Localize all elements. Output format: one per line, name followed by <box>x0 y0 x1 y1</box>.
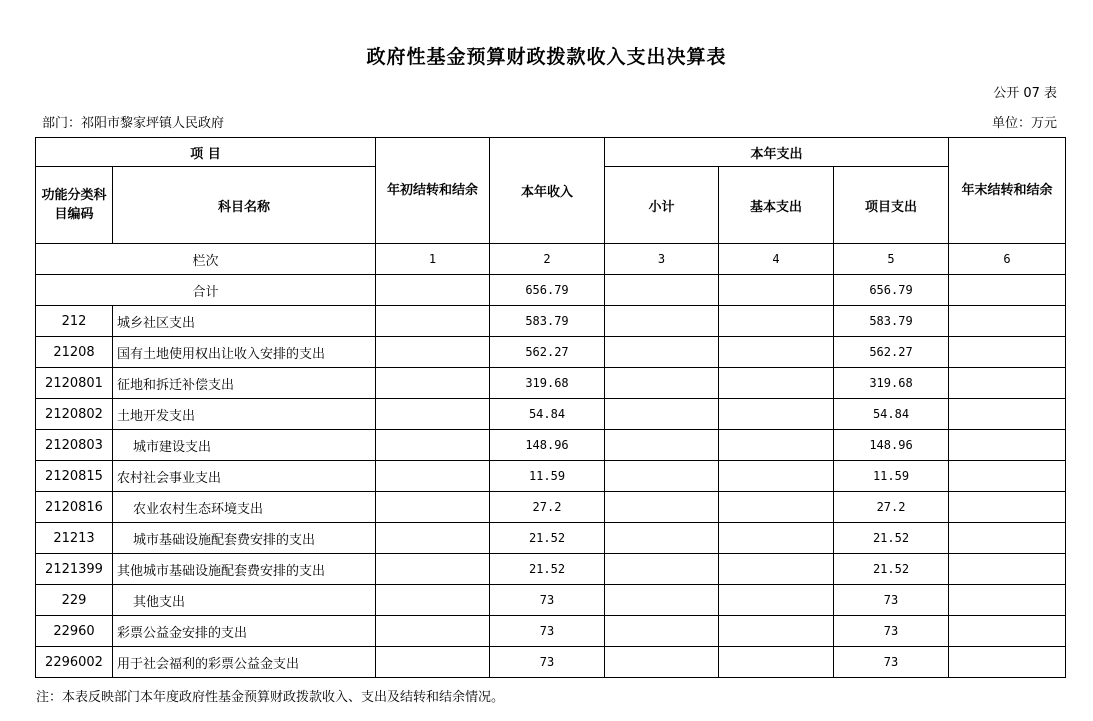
header-opening-balance: 年初结转和结余 <box>376 138 490 244</box>
row-closing <box>949 647 1066 678</box>
row-name: 农业农村生态环境支出 <box>113 492 376 523</box>
header-closing-balance: 年末结转和结余 <box>949 138 1066 244</box>
row-opening <box>376 492 490 523</box>
row-name: 征地和拆迁补偿支出 <box>113 368 376 399</box>
row-income: 319.68 <box>490 368 605 399</box>
table-row <box>36 430 1066 461</box>
table-row <box>36 523 1066 554</box>
table-row <box>36 306 1066 337</box>
row-closing <box>949 554 1066 585</box>
row-opening <box>376 368 490 399</box>
table-row <box>36 399 1066 430</box>
row-basic <box>719 399 834 430</box>
row-name: 城市基础设施配套费安排的支出 <box>113 523 376 554</box>
unit-label: 单位：万元 <box>991 116 1057 131</box>
row-code: 229 <box>36 585 113 616</box>
row-income: 11.59 <box>490 461 605 492</box>
row-name: 其他支出 <box>113 585 376 616</box>
total-opening <box>376 275 490 306</box>
row-code: 22960 <box>36 616 113 647</box>
table-row <box>36 647 1066 678</box>
row-opening <box>376 399 490 430</box>
row-name: 农村社会事业支出 <box>113 461 376 492</box>
page-title: 政府性基金预算财政拨款收入支出决算表 <box>366 46 727 68</box>
row-subtotal <box>605 430 719 461</box>
row-opening <box>376 461 490 492</box>
row-basic <box>719 430 834 461</box>
row-project: 73 <box>834 585 949 616</box>
row-code: 2120803 <box>36 430 113 461</box>
row-opening <box>376 616 490 647</box>
row-closing <box>949 461 1066 492</box>
row-name: 彩票公益金安排的支出 <box>113 616 376 647</box>
table-row <box>36 616 1066 647</box>
row-income: 21.52 <box>490 523 605 554</box>
row-project: 27.2 <box>834 492 949 523</box>
row-name: 城乡社区支出 <box>113 306 376 337</box>
row-subtotal <box>605 399 719 430</box>
total-basic <box>719 275 834 306</box>
row-code: 2120816 <box>36 492 113 523</box>
header-func-code: 功能分类科目编码 <box>36 167 113 244</box>
row-closing <box>949 368 1066 399</box>
row-name: 其他城市基础设施配套费安排的支出 <box>113 554 376 585</box>
row-basic <box>719 492 834 523</box>
row-subtotal <box>605 461 719 492</box>
row-basic <box>719 523 834 554</box>
row-name: 土地开发支出 <box>113 399 376 430</box>
total-closing <box>949 275 1066 306</box>
header-expenditure: 本年支出 <box>605 138 949 167</box>
row-subtotal <box>605 306 719 337</box>
row-basic <box>719 554 834 585</box>
table-row <box>36 461 1066 492</box>
row-code: 2296002 <box>36 647 113 678</box>
row-closing <box>949 337 1066 368</box>
row-basic <box>719 306 834 337</box>
row-closing <box>949 492 1066 523</box>
header-project-exp: 项目支出 <box>834 167 949 244</box>
department-label: 部门：祁阳市黎家坪镇人民政府 <box>42 116 225 131</box>
table-row <box>36 585 1066 616</box>
column-number-label: 栏次 <box>36 244 376 275</box>
row-income: 73 <box>490 585 605 616</box>
row-opening <box>376 585 490 616</box>
total-subtotal <box>605 275 719 306</box>
row-code: 212 <box>36 306 113 337</box>
row-closing <box>949 399 1066 430</box>
row-basic <box>719 368 834 399</box>
row-income: 148.96 <box>490 430 605 461</box>
row-opening <box>376 430 490 461</box>
row-project: 148.96 <box>834 430 949 461</box>
row-project: 73 <box>834 647 949 678</box>
row-name: 用于社会福利的彩票公益金支出 <box>113 647 376 678</box>
row-income: 54.84 <box>490 399 605 430</box>
row-code: 21213 <box>36 523 113 554</box>
column-number: 5 <box>834 244 949 275</box>
row-subtotal <box>605 647 719 678</box>
column-number: 3 <box>605 244 719 275</box>
row-closing <box>949 430 1066 461</box>
table-row <box>36 554 1066 585</box>
header-basic: 基本支出 <box>719 167 834 244</box>
row-opening <box>376 647 490 678</box>
header-project: 项 目 <box>36 138 376 167</box>
row-subtotal <box>605 368 719 399</box>
row-income: 21.52 <box>490 554 605 585</box>
table-row <box>36 337 1066 368</box>
column-number: 2 <box>490 244 605 275</box>
row-name: 国有土地使用权出让收入安排的支出 <box>113 337 376 368</box>
row-basic <box>719 461 834 492</box>
row-project: 73 <box>834 616 949 647</box>
table-row <box>36 492 1066 523</box>
row-opening <box>376 306 490 337</box>
row-subtotal <box>605 523 719 554</box>
row-project: 583.79 <box>834 306 949 337</box>
table-code: 公开 07 表 <box>993 86 1057 101</box>
row-opening <box>376 337 490 368</box>
row-basic <box>719 647 834 678</box>
total-income: 656.79 <box>490 275 605 306</box>
row-basic <box>719 337 834 368</box>
total-label: 合计 <box>36 275 376 306</box>
row-basic <box>719 616 834 647</box>
footnote: 注：本表反映部门本年度政府性基金预算财政拨款收入、支出及结转和结余情况。 <box>36 690 505 705</box>
budget-table <box>35 137 1066 678</box>
row-project: 21.52 <box>834 523 949 554</box>
column-number: 6 <box>949 244 1066 275</box>
row-project: 11.59 <box>834 461 949 492</box>
total-row <box>36 275 1066 306</box>
row-code: 2121399 <box>36 554 113 585</box>
table-row <box>36 368 1066 399</box>
row-basic <box>719 585 834 616</box>
row-project: 319.68 <box>834 368 949 399</box>
row-subtotal <box>605 554 719 585</box>
row-code: 21208 <box>36 337 113 368</box>
row-closing <box>949 523 1066 554</box>
row-code: 2120815 <box>36 461 113 492</box>
row-subtotal <box>605 492 719 523</box>
row-subtotal <box>605 616 719 647</box>
total-project: 656.79 <box>834 275 949 306</box>
column-number: 1 <box>376 244 490 275</box>
column-number-row <box>36 244 1066 275</box>
row-project: 562.27 <box>834 337 949 368</box>
row-income: 73 <box>490 616 605 647</box>
row-closing <box>949 616 1066 647</box>
row-income: 583.79 <box>490 306 605 337</box>
row-opening <box>376 523 490 554</box>
row-opening <box>376 554 490 585</box>
row-closing <box>949 306 1066 337</box>
row-name: 城市建设支出 <box>113 430 376 461</box>
row-project: 54.84 <box>834 399 949 430</box>
header-income: 本年收入 <box>490 138 605 244</box>
header-subject-name: 科目名称 <box>113 167 376 244</box>
row-income: 562.27 <box>490 337 605 368</box>
column-number: 4 <box>719 244 834 275</box>
row-subtotal <box>605 585 719 616</box>
row-project: 21.52 <box>834 554 949 585</box>
row-subtotal <box>605 337 719 368</box>
row-income: 27.2 <box>490 492 605 523</box>
row-code: 2120802 <box>36 399 113 430</box>
row-closing <box>949 585 1066 616</box>
row-code: 2120801 <box>36 368 113 399</box>
row-income: 73 <box>490 647 605 678</box>
header-subtotal: 小计 <box>605 167 719 244</box>
